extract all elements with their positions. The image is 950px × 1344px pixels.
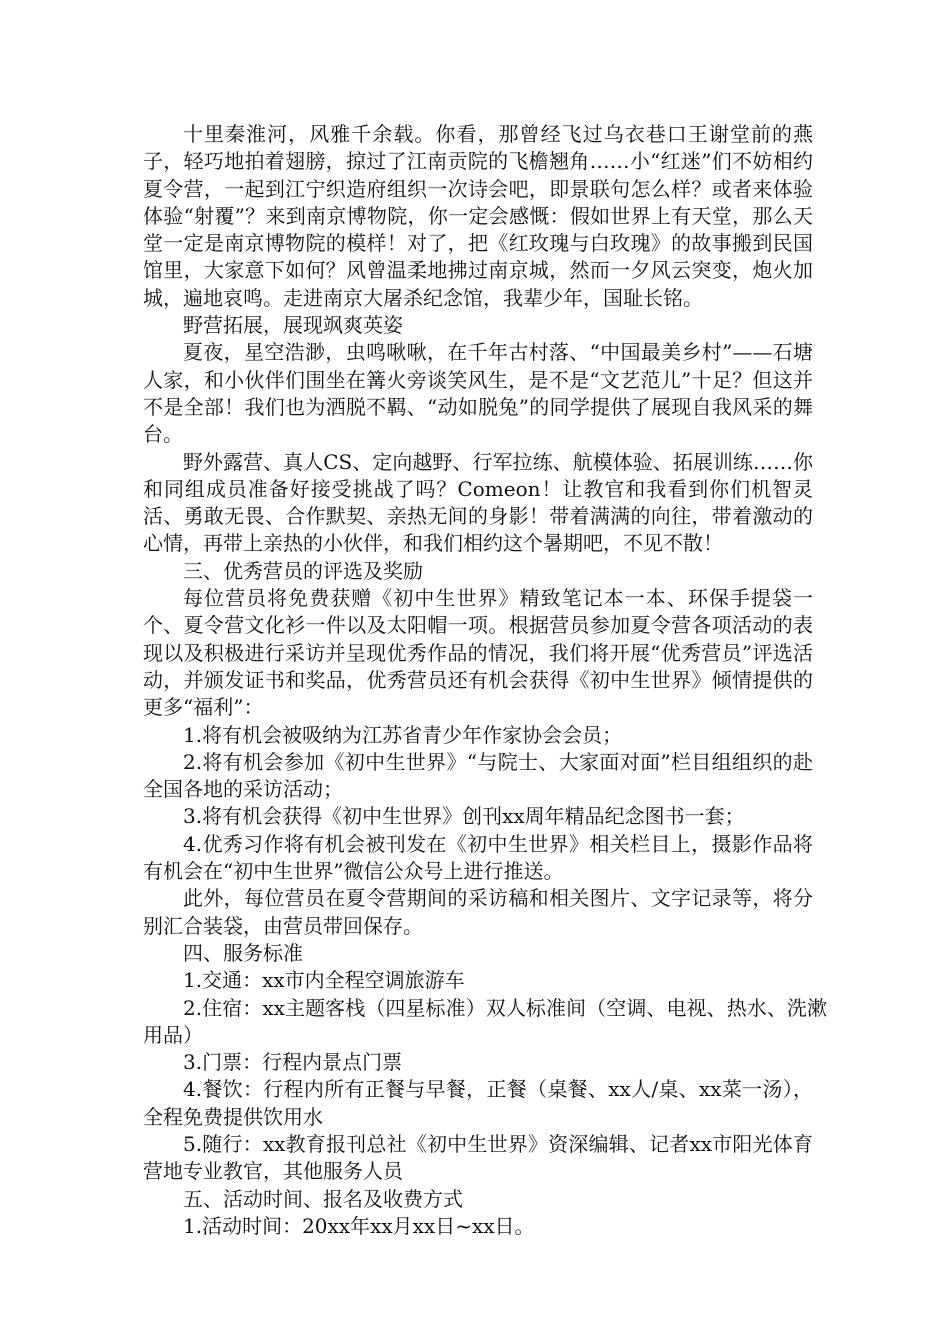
list-item-service-transport: 1.交通：xx市内全程空调旅游车 xyxy=(183,968,465,993)
list-item-award-3: 3.将有机会获得《初中生世界》创刊xx周年精品纪念图书一套； xyxy=(183,804,745,829)
paragraph-qinhuai: 十里秦淮河，风雅千余载。你看，那曾经飞过乌衣巷口王谢堂前的燕子，轻巧地拍着翅膀，掠过了江南贡院的飞檐翘角……小“红迷”们不妨相约夏令营，一起到江宁织造府组织一次诗会吧，即景联句怎么样？或者来体验体验“射覆”？来到南京博物院，你一定会感慨：假如世界上有天堂，那么天堂一定是南京博物院的模样！对了，把《红玫瑰与白玫瑰》的故事搬到民国馆里，大家意下如何？风曾温柔地拂过南京城，然而一夕风云突变，炮火加城，遍地哀鸣。走进南京大屠杀纪念馆，我辈少年，国耻长铭。 xyxy=(143,122,813,310)
list-item-activity-time: 1.活动时间：20xx年xx月xx日~xx日。 xyxy=(183,1213,535,1238)
list-item-award-4: 4.优秀习作将有机会被刊发在《初中生世界》相关栏目上，摄影作品将有机会在“初中生世界”微信公众号上进行推送。 xyxy=(143,831,813,884)
list-item-award-2: 2.将有机会参加《初中生世界》“与院士、大家面对面”栏目组组织的赴全国各地的采访活动； xyxy=(143,749,813,802)
list-item-service-staff: 5.随行：xx教育报刊总社《初中生世界》资深编辑、记者xx市阳光体育营地专业教官，其他服务人员 xyxy=(143,1131,813,1184)
heading-section-five: 五、活动时间、报名及收费方式 xyxy=(183,1186,463,1211)
list-item-service-lodging: 2.住宿：xx主题客栈（四星标准）双人标准间（空调、电视、热水、洗漱用品） xyxy=(143,995,827,1047)
heading-section-four: 四、服务标准 xyxy=(183,940,303,965)
list-item-award-1: 1.将有机会被吸纳为江苏省青少年作家协会会员； xyxy=(183,722,623,747)
paragraph-awards-intro: 每位营员将免费获赠《初中生世界》精致笔记本一本、环保手提袋一个、夏令营文化衫一件以及太阳帽一项。根据营员参加夏令营各项活动的表现以及积极进行采访并呈现优秀作品的情况，我们将开展“优秀营员”评选活动，并颁发证书和奖品，优秀营员还有机会获得《初中生世界》倾情提供的更多“福利”： xyxy=(143,586,813,720)
paragraph-summer-night: 夏夜，星空浩渺，虫鸣啾啾，在千年古村落、“中国最美乡村”——石塘人家，和小伙伴们围坐在篝火旁谈笑风生，是不是“文艺范儿”十足？但这并不是全部！我们也为洒脱不羁、“动如脱兔”的同学提供了展现自我风采的舞台。 xyxy=(143,340,813,447)
document-body xyxy=(143,121,827,1240)
list-item-service-meals: 4.餐饮：行程内所有正餐与早餐，正餐（桌餐、xx人/桌、xx菜一汤），全程免费提供饮用水 xyxy=(143,1077,813,1129)
paragraph-outdoor-activities: 野外露营、真人CS、定向越野、行军拉练、航模体验、拓展训练……你和同组成员准备好接受挑战了吗？Comeon！让教官和我看到你们机智灵活、勇敢无畏、合作默契、亲热无间的身影！带着满满的向往，带着激动的心情，再带上亲热的小伙伴，和我们相约这个暑期吧，不见不散！ xyxy=(143,449,813,556)
paragraph-additional-note: 此外，每位营员在夏令营期间的采访稿和相关图片、文字记录等，将分别汇合装袋，由营员带回保存。 xyxy=(143,886,813,938)
list-item-service-tickets: 3.门票：行程内景点门票 xyxy=(183,1050,403,1075)
heading-section-three: 三、优秀营员的评选及奖励 xyxy=(183,558,423,583)
heading-camp-expansion: 野营拓展，展现飒爽英姿 xyxy=(183,313,403,338)
